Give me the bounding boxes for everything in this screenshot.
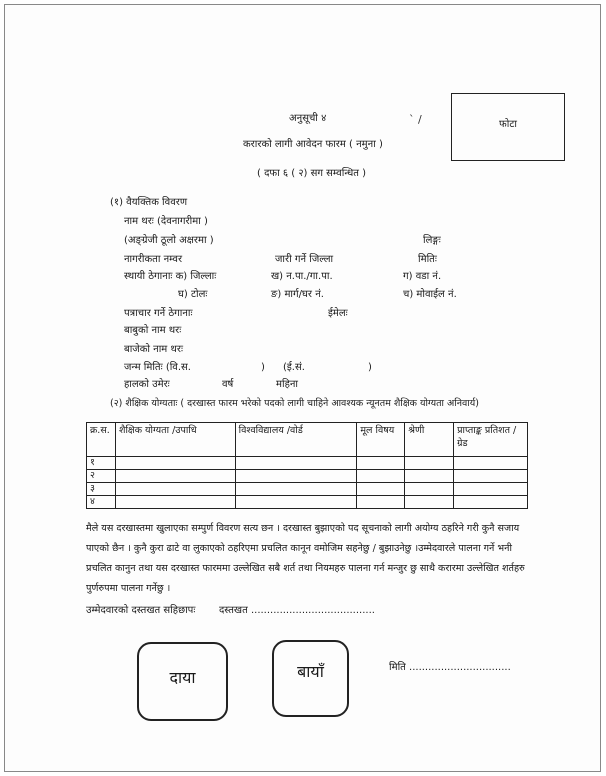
tole-label: घ) टोलः <box>178 289 208 300</box>
table-cell[interactable] <box>235 457 357 470</box>
table-cell[interactable] <box>454 470 528 483</box>
form-subtitle: ( दफा ६ ( २) सग सम्वन्धित ) <box>257 168 367 179</box>
years-label: वर्ष <box>222 379 234 390</box>
photo-box <box>451 93 565 161</box>
column-header: क्र.स. <box>87 423 116 457</box>
table-cell[interactable] <box>235 496 357 509</box>
table-row <box>87 457 528 470</box>
name-english-label: (अङ्ग्रेजी ठूलो अक्षरमा ) <box>124 235 214 246</box>
row-number: २ <box>87 470 116 483</box>
name-devanagari-label: नाम थरः (देवनागरीमा ) <box>124 216 208 227</box>
table-cell[interactable] <box>357 457 405 470</box>
row-number: १ <box>87 457 116 470</box>
table-cell[interactable] <box>405 457 454 470</box>
table-cell[interactable] <box>454 457 528 470</box>
table-cell[interactable] <box>405 470 454 483</box>
left-thumbprint-box[interactable] <box>272 640 349 717</box>
schedule-label: अनुसूची ४ <box>289 113 327 124</box>
table-cell[interactable] <box>115 483 235 496</box>
table-row <box>87 496 528 509</box>
gender-label: लिङ्गः <box>423 235 441 246</box>
email-label: ईमेलः <box>328 308 348 319</box>
father-name-label: बाबुको नाम थरः <box>124 325 182 336</box>
table-row <box>87 483 528 496</box>
right-thumb-label: दाया <box>169 668 196 687</box>
months-label: महिना <box>276 379 299 390</box>
signature-date[interactable]: मिति ................................ <box>389 662 511 673</box>
road-label: ङ) मार्ग/घर नं. <box>271 289 324 300</box>
citizenship-no-label: नागरीकता नम्वर <box>124 254 183 265</box>
table-cell[interactable] <box>235 483 357 496</box>
grandfather-name-label: बाजेको नाम थरः <box>124 344 183 355</box>
photo-label: फोटा <box>499 119 517 130</box>
dob-bs-close: ) <box>261 362 265 373</box>
stray-mark: ` / <box>409 113 422 126</box>
ward-label: ग) वडा नं. <box>403 271 442 282</box>
table-header-row <box>87 423 528 457</box>
signature-line[interactable]: दस्तखत ....................................... <box>219 605 375 616</box>
dob-ad-close: ) <box>368 362 372 373</box>
row-number: ४ <box>87 496 116 509</box>
right-thumbprint-box[interactable] <box>137 642 228 721</box>
mobile-label: च) मोवाईल नं. <box>403 289 457 300</box>
table-row <box>87 470 528 483</box>
table-cell[interactable] <box>115 457 235 470</box>
column-header: शैक्षिक योग्यता /उपाधि <box>115 423 235 457</box>
issued-district-label: जारी गर्ने जिल्ला <box>275 254 334 265</box>
row-number: ३ <box>87 483 116 496</box>
column-header: विश्वविद्यालय /वोर्ड <box>235 423 357 457</box>
table-cell[interactable] <box>115 496 235 509</box>
form-title: करारको लागी आवेदन फारम ( नमुना ) <box>243 139 383 150</box>
section2-heading: (२) शैक्षिक योग्यताः ( दरखास्त फारम भरेको पदको लागी चाहिने आवश्यक न्यूनतम शैक्षिक योग्यता अनिवार्य) <box>110 398 479 409</box>
current-age-label: हालको उमेरः <box>124 379 170 390</box>
table-cell[interactable] <box>235 470 357 483</box>
table-cell[interactable] <box>357 496 405 509</box>
table-cell[interactable] <box>454 483 528 496</box>
left-thumb-label: बायाँ <box>297 662 324 681</box>
dob-ad-label: (ई.सं. <box>283 362 305 373</box>
mailing-address-label: पत्राचार गर्ने ठेगानाः <box>124 308 193 319</box>
dob-bs-label: जन्म मितिः (वि.स. <box>124 362 191 373</box>
date-label: मितिः <box>418 254 437 265</box>
table-cell[interactable] <box>115 470 235 483</box>
table-cell[interactable] <box>405 483 454 496</box>
signature-label: उम्मेदवारको दस्तखत सहिछापः <box>86 605 196 616</box>
declaration-text: मैले यस दरखास्तमा खुलाएका सम्पुर्ण विवरण सत्य छन । दरखास्त बुझाएको पद सूचनाको लागी अयोग्य ठहरिने गरी कुनै सजाय पाएको छैन । कुनै कुरा ढाटे वा लुकाएको ठहरिएमा प्रचलित कानून वमोजिम सहनेछु / बुझाउनेछु ।उम्मेदवारले पालना गर्ने भनी प्रचलित कानुन तथा यस दरखास्त फारममा उल्लेखित सबै शर्त तथा नियमहरु पालना गर्न मन्जुर छु साथै करारमा उल्लेखित शर्तहरु पुर्णरुपमा पालना गर्नेछु । <box>86 523 525 594</box>
permanent-address-district-label: स्थायी ठेगानाः क) जिल्लाः <box>124 271 217 282</box>
municipality-label: ख) न.पा./गा.पा. <box>271 271 333 282</box>
table-cell[interactable] <box>454 496 528 509</box>
column-header: मूल विषय <box>357 423 405 457</box>
column-header: श्रेणी <box>405 423 454 457</box>
section1-heading: (१) वैयक्तिक विवरण <box>110 197 188 208</box>
table-cell[interactable] <box>357 470 405 483</box>
column-header: प्राप्ताङ्क प्रतिशत / ग्रेड <box>454 423 528 457</box>
education-table <box>86 422 528 509</box>
table-cell[interactable] <box>405 496 454 509</box>
table-cell[interactable] <box>357 483 405 496</box>
